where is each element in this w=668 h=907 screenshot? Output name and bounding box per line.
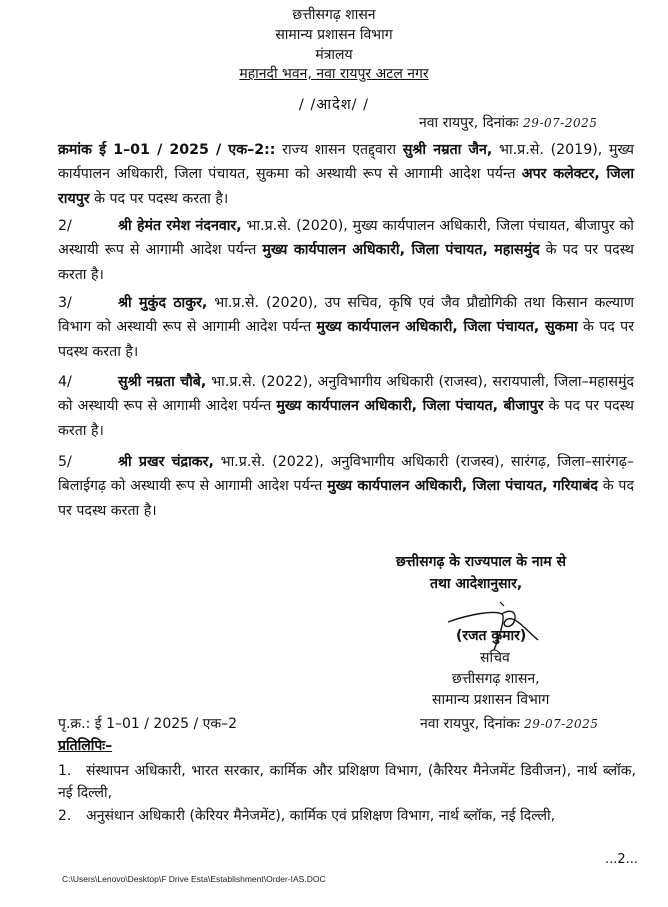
header-address: महानदी भवन, नवा रायपुर अटल नगर xyxy=(239,66,429,82)
order-number: क्रमांक ई 1–01 / 2025 / एक–2:: xyxy=(58,142,276,158)
officer-name: श्री प्रखर चंद्राकर, xyxy=(118,454,214,470)
paragraph-text: भा.प्र.से. (2020), मुख्य कार्यपालन अधिकारी, जिला पंचायत, बीजापुर को अस्थायी रूप से आगामी आदेश पर्यन्त xyxy=(58,218,634,259)
officer-name: श्री हेमंत रमेश नंदनवार, xyxy=(118,218,242,234)
authority-line: छत्तीसगढ़ के राज्यपाल के नाम से xyxy=(396,554,566,570)
paragraph-text: राज्य शासन एतद्द्वारा xyxy=(275,142,403,158)
copy-item-2 xyxy=(58,805,636,827)
paragraph-number: 4/ xyxy=(58,374,72,390)
paragraph-text: भा.प्र.से. (2022), अनुविभागीय अधिकारी (राजस्व), सारंगढ़, जिला–सारंगढ़–बिलाईगढ़ को अस्थायी रूप से आगामी आदेश पर्यन्त xyxy=(58,454,634,495)
endorsement-ref: पृ.क्र.: ई 1–01 / 2025 / एक–2 xyxy=(58,716,238,732)
paragraph-number: 2/ xyxy=(58,218,72,234)
copy-item-number: 2. xyxy=(58,808,72,824)
paragraph-text: के पद पर पदस्थ करता है। xyxy=(58,478,635,519)
endorsement-dateline xyxy=(420,714,598,733)
posting: मुख्य कार्यपालन अधिकारी, जिला पंचायत, महासमुंद xyxy=(262,242,540,259)
officer-name: सुश्री नम्रता चौबे, xyxy=(118,374,207,390)
paragraph-text: के पद पर पदस्थ करता है। xyxy=(89,190,229,207)
order-paragraph-1 xyxy=(58,138,634,211)
order-paragraph-4 xyxy=(58,370,634,443)
paragraph-text: के पद पर पदस्थ करता है। xyxy=(58,398,634,439)
copy-item-number: 1. xyxy=(58,763,72,779)
signatory-designation: सचिव xyxy=(480,650,510,666)
signatory-name: (रजत कुमार) xyxy=(456,628,527,644)
posting: मुख्य कार्यपालन अधिकारी, जिला पंचायत, गरियाबंद xyxy=(327,478,598,495)
copy-label: प्रतिलिपिः– xyxy=(58,738,113,754)
order-paragraph-5 xyxy=(58,450,634,523)
paragraph-text: भा.प्र.से. (2020), उप सचिव, कृषि एवं जैव प्रौद्योगिकी तथा किसान कल्याण विभाग को अस्थायी रूप से आगामी आदेश पर्यन्त xyxy=(58,295,634,336)
paragraph-text: के पद पर पदस्थ करता है। xyxy=(58,319,634,360)
order-title: / /आदेश/ / xyxy=(298,97,370,113)
endorsement-date: 29-07-2025 xyxy=(524,717,599,731)
paragraph-text: के पद पर पदस्थ करता है। xyxy=(58,242,634,283)
dateline xyxy=(419,113,597,132)
footer-file-path: C:\Users\Lenovo\Desktop\F Drive Esta\Establishment\Order-IAS.DOC xyxy=(62,874,326,884)
copy-item-1 xyxy=(58,760,636,804)
officer-name: श्री मुकुंद ठाकुर, xyxy=(118,295,208,311)
dateline-date: 29-07-2025 xyxy=(523,116,598,130)
copy-item-text: संस्थापन अधिकारी, भारत सरकार, कार्मिक और प्रशिक्षण विभाग, (कैरियर मैनेजमेंट डिवीजन), नार्थ ब्लॉक, नई दिल्ली, xyxy=(58,763,636,801)
paragraph-text: भा.प्र.से. (2022), अनुविभागीय अधिकारी (राजस्व), सरायपाली, जिला–महासमुंद को अस्थायी रूप से आगामी आदेश पर्यन्त xyxy=(58,374,635,415)
page-continuation: ...2... xyxy=(605,852,639,867)
order-paragraph-2 xyxy=(58,214,634,287)
paragraph-text: भा.प्र.से. (2019), मुख्य कार्यपालन अधिकारी, जिला पंचायत, सुकमा को अस्थायी रूप से आगामी आदेश पर्यन्त xyxy=(58,142,634,183)
order-paragraph-3 xyxy=(58,291,634,364)
authority-line-2: तथा आदेशानुसार, xyxy=(430,576,523,592)
paragraph-number: 5/ xyxy=(58,454,72,470)
posting: मुख्य कार्यपालन अधिकारी, जिला पंचायत, सुकमा xyxy=(316,319,578,336)
dateline-place: नवा रायपुर, दिनांकः xyxy=(419,115,519,131)
signatory-dept-1: छत्तीसगढ़ शासन, xyxy=(452,671,540,687)
header-state: छत्तीसगढ़ शासन xyxy=(292,7,376,23)
header-department: सामान्य प्रशासन विभाग xyxy=(275,27,393,43)
copy-item-text: अनुसंधान अधिकारी (केरियर मैनेजमेंट), कार्मिक एवं प्रशिक्षण विभाग, नार्थ ब्लॉक, नई दिल्ली, xyxy=(86,808,556,824)
endorsement-place: नवा रायपुर, दिनांकः xyxy=(420,716,520,732)
paragraph-number: 3/ xyxy=(58,295,72,311)
posting: अपर कलेक्टर, जिला रायपुर xyxy=(58,166,634,207)
posting: मुख्य कार्यपालन अधिकारी, जिला पंचायत, बीजापुर xyxy=(276,398,544,415)
officer-name: सुश्री नम्रता जैन, xyxy=(402,142,493,158)
signatory-dept-2: सामान्य प्रशासन विभाग xyxy=(432,692,550,708)
header-ministry: मंत्रालय xyxy=(315,47,353,63)
